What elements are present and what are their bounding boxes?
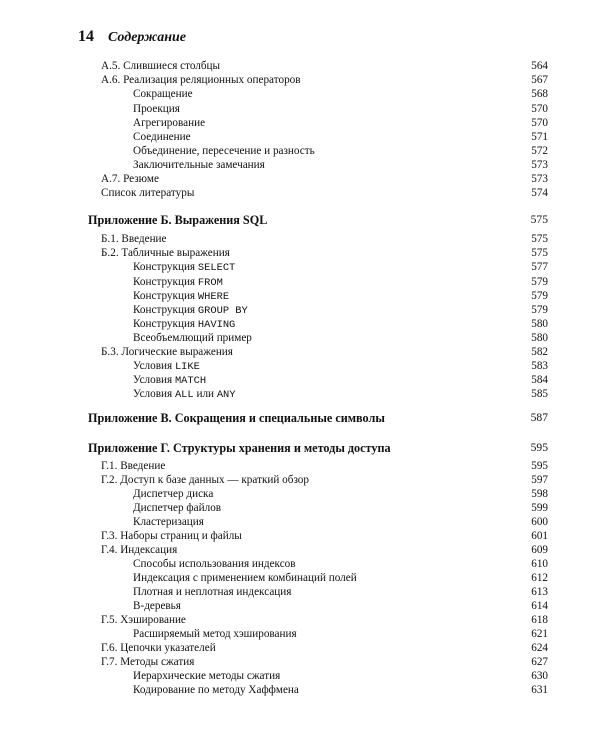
- toc-entry-label: Сокращение: [133, 88, 193, 100]
- toc-entry-page: 577: [531, 261, 548, 273]
- toc-entry-label: Г.1. Введение: [101, 460, 166, 472]
- toc-entry-page: 567: [531, 74, 548, 86]
- toc-entry-label: Проекция: [133, 103, 180, 115]
- toc-entry-page: 575: [531, 247, 548, 259]
- toc-entry-page: 595: [531, 460, 548, 472]
- toc-entry-label: Конструкция FROM: [133, 276, 223, 289]
- toc-entry-page: 570: [531, 117, 548, 129]
- toc-entry-page: 572: [531, 145, 548, 157]
- toc-entry-page: 624: [531, 642, 548, 654]
- toc-entry[interactable]: [0, 259, 600, 275]
- toc-entry-label: Г.5. Хэширование: [101, 614, 186, 626]
- toc-entry-page: 583: [531, 360, 548, 372]
- toc-entry-label: Диспетчер диска: [133, 488, 214, 500]
- toc-entry[interactable]: [0, 682, 600, 698]
- toc-entry-page: 598: [531, 488, 548, 500]
- toc-entry-label: Б.3. Логические выражения: [101, 346, 233, 358]
- toc-entry-page: 580: [531, 318, 548, 330]
- toc-entry-label: Г.2. Доступ к базе данных — краткий обзор: [101, 474, 309, 486]
- toc-chapter-label: Приложение Г. Структуры хранения и методы доступа: [88, 441, 391, 455]
- toc-chapter[interactable]: [0, 440, 600, 456]
- toc-entry-label: Конструкция HAVING: [133, 318, 236, 331]
- toc-chapter-page: 595: [530, 441, 548, 454]
- toc-entry-page: 570: [531, 103, 548, 115]
- page-number: 14: [78, 28, 94, 45]
- toc-entry-page: 585: [531, 388, 548, 400]
- toc-entry[interactable]: [0, 185, 600, 201]
- toc-entry-label: Условия MATCH: [133, 374, 207, 387]
- toc-entry-page: 631: [531, 684, 548, 696]
- toc-entry[interactable]: [0, 86, 600, 102]
- toc-entry-label: А.5. Слившиеся столбцы: [101, 60, 221, 72]
- toc-entry-label: Конструкция WHERE: [133, 290, 230, 303]
- toc-entry-page: 610: [531, 558, 548, 570]
- toc-chapter-label: Приложение Б. Выражения SQL: [88, 213, 268, 227]
- toc-chapter[interactable]: [0, 212, 600, 228]
- toc-entry-label: А.6. Реализация реляционных операторов: [101, 74, 301, 86]
- toc-entry-page: 612: [531, 572, 548, 584]
- toc-entry-page: 568: [531, 88, 548, 100]
- toc-entry-page: 571: [531, 131, 548, 143]
- toc-entry-label: Плотная и неплотная индексация: [133, 586, 292, 598]
- toc-entry-page: 579: [531, 276, 548, 288]
- toc-entry-label: Способы использования индексов: [133, 558, 296, 570]
- toc-entry-page: 564: [531, 60, 548, 72]
- toc-entry-page: 574: [531, 187, 548, 199]
- toc-entry-label: Г.7. Методы сжатия: [101, 656, 195, 668]
- toc-entry-label: Б.1. Введение: [101, 233, 167, 245]
- toc-entry-label: Индексация с применением комбинаций полей: [133, 572, 357, 584]
- toc-entry-label: В-деревья: [133, 600, 181, 612]
- toc-chapter-label: Приложение В. Сокращения и специальные символы: [88, 411, 385, 425]
- toc-entry-label: Заключительные замечания: [133, 159, 265, 171]
- page-header: [78, 28, 186, 50]
- toc-entry-page: 630: [531, 670, 548, 682]
- toc-entry-page: 580: [531, 332, 548, 344]
- toc-entry-label: Г.6. Цепочки указателей: [101, 642, 216, 654]
- toc-entry-label: Список литературы: [101, 187, 195, 199]
- toc-entry-page: 599: [531, 502, 548, 514]
- toc-entry-page: 575: [531, 233, 548, 245]
- toc-entry-page: 584: [531, 374, 548, 386]
- toc-entry-page: 627: [531, 656, 548, 668]
- toc-entry-page: 613: [531, 586, 548, 598]
- toc-entry-label: Б.2. Табличные выражения: [101, 247, 230, 259]
- toc-entry-label: Кодирование по методу Хаффмена: [133, 684, 299, 696]
- toc-entry-label: Агрегирование: [133, 117, 206, 129]
- toc-entry-label: Диспетчер файлов: [133, 502, 222, 514]
- toc-entry-label: Условия LIKE: [133, 360, 200, 373]
- toc-entry-label: Г.4. Индексация: [101, 544, 178, 556]
- toc-chapter[interactable]: [0, 410, 600, 426]
- toc-entry-label: Условия ALL или ANY: [133, 388, 236, 401]
- toc-chapter-page: 575: [530, 213, 548, 226]
- toc-entry-label: А.7. Резюме: [101, 173, 159, 185]
- toc-entry-label: Иерархические методы сжатия: [133, 670, 281, 682]
- toc-entry-page: 597: [531, 474, 548, 486]
- toc-entry-label: Конструкция SELECT: [133, 261, 236, 274]
- toc-chapter-page: 587: [530, 411, 548, 424]
- toc-entry-label: Объединение, пересечение и разность: [133, 145, 315, 157]
- toc-entry-label: Расширяемый метод хэширования: [133, 628, 297, 640]
- toc-entry-page: 618: [531, 614, 548, 626]
- toc-entry-page: 573: [531, 173, 548, 185]
- toc-entry-page: 621: [531, 628, 548, 640]
- toc-entry-label: Соединение: [133, 131, 191, 143]
- toc-entry[interactable]: [0, 386, 600, 402]
- toc-entry-page: 579: [531, 290, 548, 302]
- toc-entry-page: 573: [531, 159, 548, 171]
- toc-entry-page: 601: [531, 530, 548, 542]
- toc-entry-label: Всеобъемлющий пример: [133, 332, 252, 344]
- toc-entry-label: Конструкция GROUP BY: [133, 304, 248, 317]
- toc-entry-page: 614: [531, 600, 548, 612]
- toc-entry-page: 609: [531, 544, 548, 556]
- toc-entry-label: Г.3. Наборы страниц и файлы: [101, 530, 242, 542]
- toc-entry-page: 579: [531, 304, 548, 316]
- running-title: Содержание: [108, 30, 186, 45]
- toc-entry-label: Кластеризация: [133, 516, 204, 528]
- toc-entry-page: 582: [531, 346, 548, 358]
- toc-entry-page: 600: [531, 516, 548, 528]
